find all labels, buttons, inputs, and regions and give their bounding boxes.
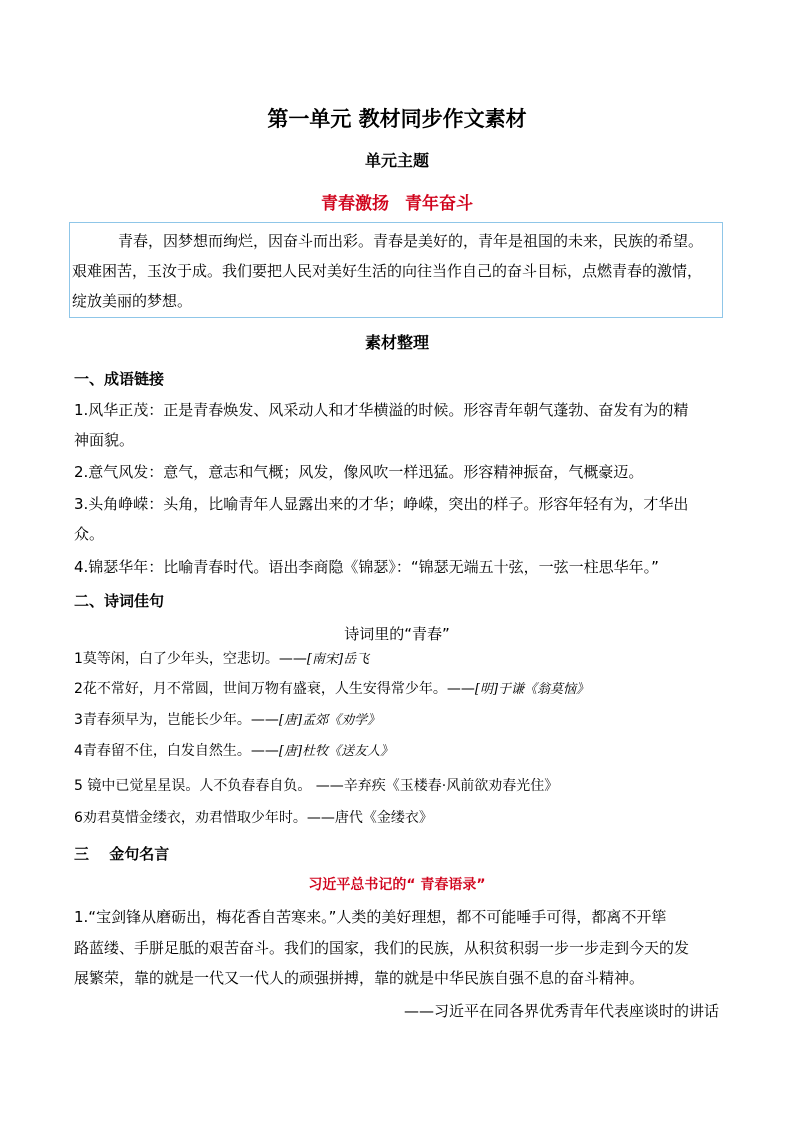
page-title: 第一单元 教材同步作文素材 <box>267 107 527 131</box>
quotes-title: 习近平总书记的“ 青春语录” <box>308 877 486 893</box>
intro-box <box>69 222 723 318</box>
poem-line <box>74 808 433 828</box>
poem-line <box>74 776 558 796</box>
idiom-line: 3.头角峥嵘：头角，比喻青年人显露出来的才华；峥嵘，突出的样子。形容年轻有为，才华出 <box>74 495 689 513</box>
poems-title: 诗词里的“青春” <box>344 625 450 643</box>
unit-theme <box>0 189 794 214</box>
quote-attribution: ——习近平在同各界优秀青年代表座谈时的讲话 <box>403 1002 719 1020</box>
idiom-line: 神面貌。 <box>74 431 135 449</box>
poem-source: [唐]杜牧《送友人》 <box>278 744 394 759</box>
poem-line <box>74 741 393 762</box>
poem-text: 5 镜中已觉星星误。人不负春春自负。 ——辛弃疾《玉楼春·风前欲劝春光住》 <box>74 778 559 794</box>
poem-source: [南宋]岳飞 <box>306 652 370 667</box>
idiom-line: 4.锦瑟华年：比喻青春时代。语出李商隐《锦瑟》：“锦瑟无端五十弦，一弦一柱思华年。” <box>74 558 659 576</box>
idioms-heading: 一、成语链接 <box>74 370 165 388</box>
poem-source: [明]于谦《翁莫恼》 <box>474 682 590 697</box>
poems-heading: 二、诗词佳句 <box>74 592 165 610</box>
idiom-line: 1.风华正茂：正是青春焕发、风采动人和才华横溢的时候。形容青年朝气蓬勃、奋发有为的精 <box>74 401 689 419</box>
intro-line: 青春，因梦想而绚烂，因奋斗而出彩。青春是美好的，青年是祖国的未来，民族的希望。 <box>118 232 704 250</box>
poem-text: 3青春须早为，岂能长少年。—— <box>74 712 279 728</box>
poem-line <box>74 710 380 731</box>
quotes-heading: 三 金句名言 <box>74 845 170 863</box>
theme-part-1: 青春激扬 <box>321 194 389 214</box>
intro-line: 绽放美丽的梦想。 <box>72 292 193 310</box>
idiom-line: 众。 <box>74 525 105 543</box>
poem-text: 4青春留不住，白发自然生。—— <box>74 743 279 759</box>
section-title: 素材整理 <box>364 333 429 352</box>
unit-theme-heading: 单元主题 <box>364 151 429 170</box>
poem-source: [唐]孟郊《劝学》 <box>278 713 381 728</box>
quote-line: 1.“宝剑锋从磨砺出，梅花香自苦寒来。”人类的美好理想，都不可能唾手可得，都离不开筚 <box>74 908 667 926</box>
poem-line <box>74 679 589 700</box>
poem-text: 6劝君莫惜金缕衣，劝君惜取少年时。——唐代《金缕衣》 <box>74 810 433 826</box>
quote-line: 路蓝缕、手胼足胝的艰苦奋斗。我们的国家，我们的民族，从积贫积弱一步一步走到今天的发 <box>74 939 690 957</box>
poem-text: 1莫等闲，白了少年头，空悲切。—— <box>74 651 307 667</box>
theme-part-2: 青年奋斗 <box>405 194 473 214</box>
quote-line: 展繁荣，靠的就是一代又一代人的顽强拼搏，靠的就是中华民族自强不息的奋斗精神。 <box>74 969 645 987</box>
idiom-line: 2.意气风发：意气，意志和气概；风发，像风吹一样迅猛。形容精神振奋，气概豪迈。 <box>74 463 644 481</box>
poem-line <box>74 649 369 670</box>
intro-line: 艰难困苦，玉汝于成。我们要把人民对美好生活的向往当作自己的奋斗目标，点燃青春的激情， <box>72 262 703 280</box>
poem-text: 2花不常好，月不常圆，世间万物有盛衰，人生安得常少年。—— <box>74 681 475 697</box>
